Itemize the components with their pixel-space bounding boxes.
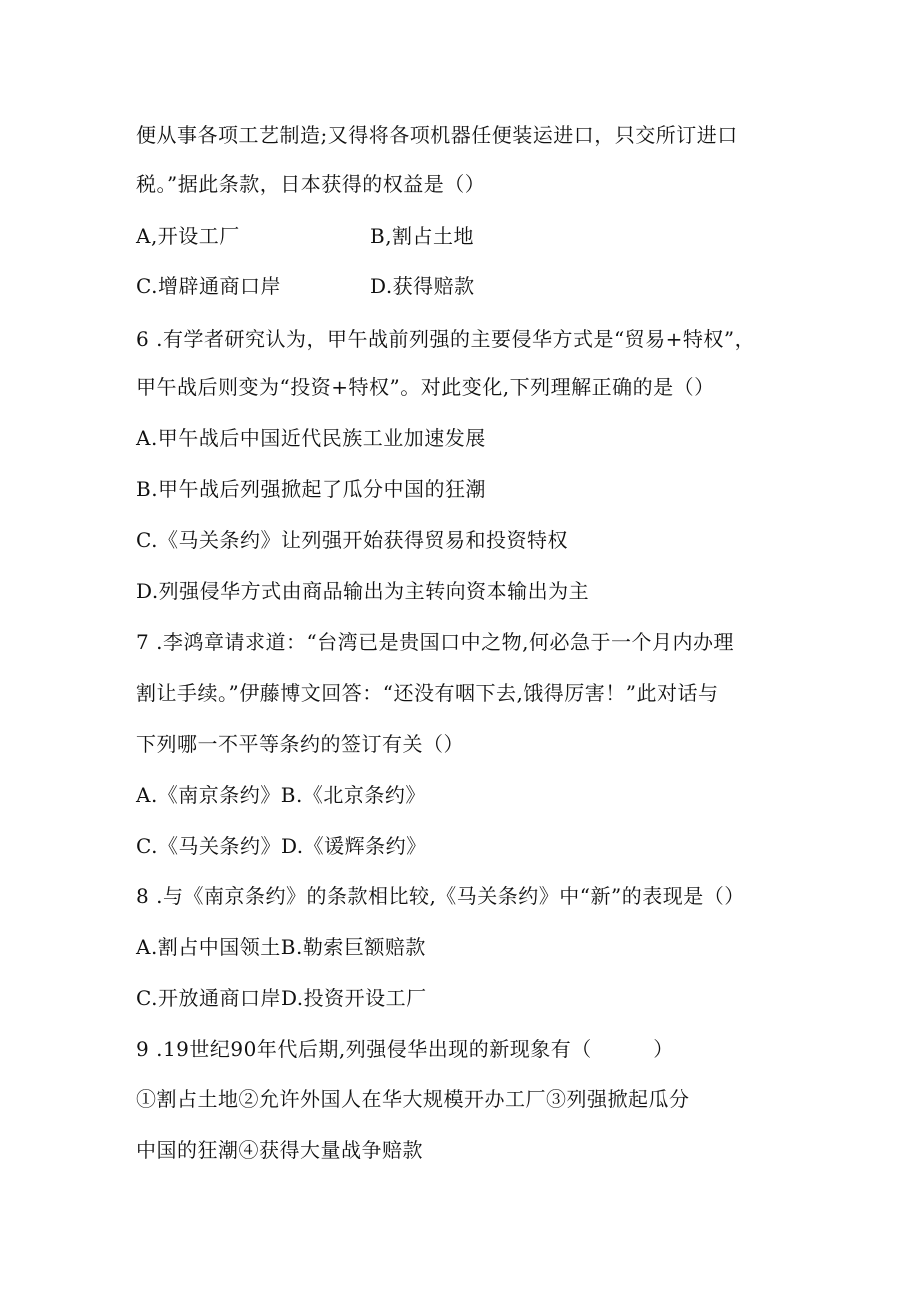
q6-stem-line-2: 甲午战后则变为“投资+特权”。对此变化,下列理解正确的是（）	[136, 375, 715, 399]
q7-stem-line-3: 下列哪一不平等条约的签订有关（）	[136, 732, 464, 756]
q5-option-c: C.增辟通商口岸	[136, 274, 281, 298]
q5-option-d: D.获得赔款	[370, 274, 475, 298]
q5-options-row-2	[136, 272, 475, 300]
q9-choices-line-1: ①割占土地②允许外国人在华大规模开办工厂③列强掀起瓜分	[136, 1087, 690, 1111]
q5-option-a: A,开设工厂	[136, 224, 240, 248]
q7-options-cd: C.《马关条约》D.《谖辉条约》	[136, 834, 427, 858]
q7-stem-line-1: 7 .李鸿章请求道：“台湾已是贵国口中之物,何必急于一个月内办理	[136, 630, 735, 654]
q8-options-cd: C.开放通商口岸D.投资开设工厂	[136, 986, 427, 1010]
q8-options-ab: A.割占中国领土B.勒索巨额赔款	[136, 935, 426, 959]
q6-option-a: A.甲午战后中国近代民族工业加速发展	[136, 426, 486, 450]
q6-option-b: B.甲午战后列强掀起了瓜分中国的狂潮	[136, 477, 487, 501]
q9-choices-line-2: 中国的狂潮④获得大量战争赔款	[136, 1138, 423, 1162]
q6-option-d: D.列强侵华方式由商品输出为主转向资本输出为主	[136, 579, 590, 603]
q6-option-c: C.《马关条约》让列强开始获得贸易和投资特权	[136, 528, 568, 552]
q9-stem: 9 .19世纪90年代后期,列强侵华出现的新现象有（ ）	[136, 1037, 674, 1061]
q7-options-ab: A.《南京条约》B.《北京条约》	[136, 783, 426, 807]
q8-stem: 8 .与《南京条约》的条款相比较,《马关条约》中“新”的表现是（）	[136, 884, 745, 908]
q7-stem-line-2: 割让手续。”伊藤博文回答：“还没有咽下去,饿得厉害！”此对话与	[136, 681, 719, 705]
q5-options-row-1	[136, 222, 475, 250]
q5-stem-line-2: 税。”据此条款，日本获得的权益是（）	[136, 172, 486, 196]
q5-stem-line-1: 便从事各项工艺制造;又得将各项机器任便装运进口，只交所订进口	[136, 123, 738, 147]
q6-stem-line-1: 6 .有学者研究认为，甲午战前列强的主要侵华方式是“贸易+特权”，	[136, 327, 756, 351]
q5-option-b: B,割占土地	[370, 224, 475, 248]
